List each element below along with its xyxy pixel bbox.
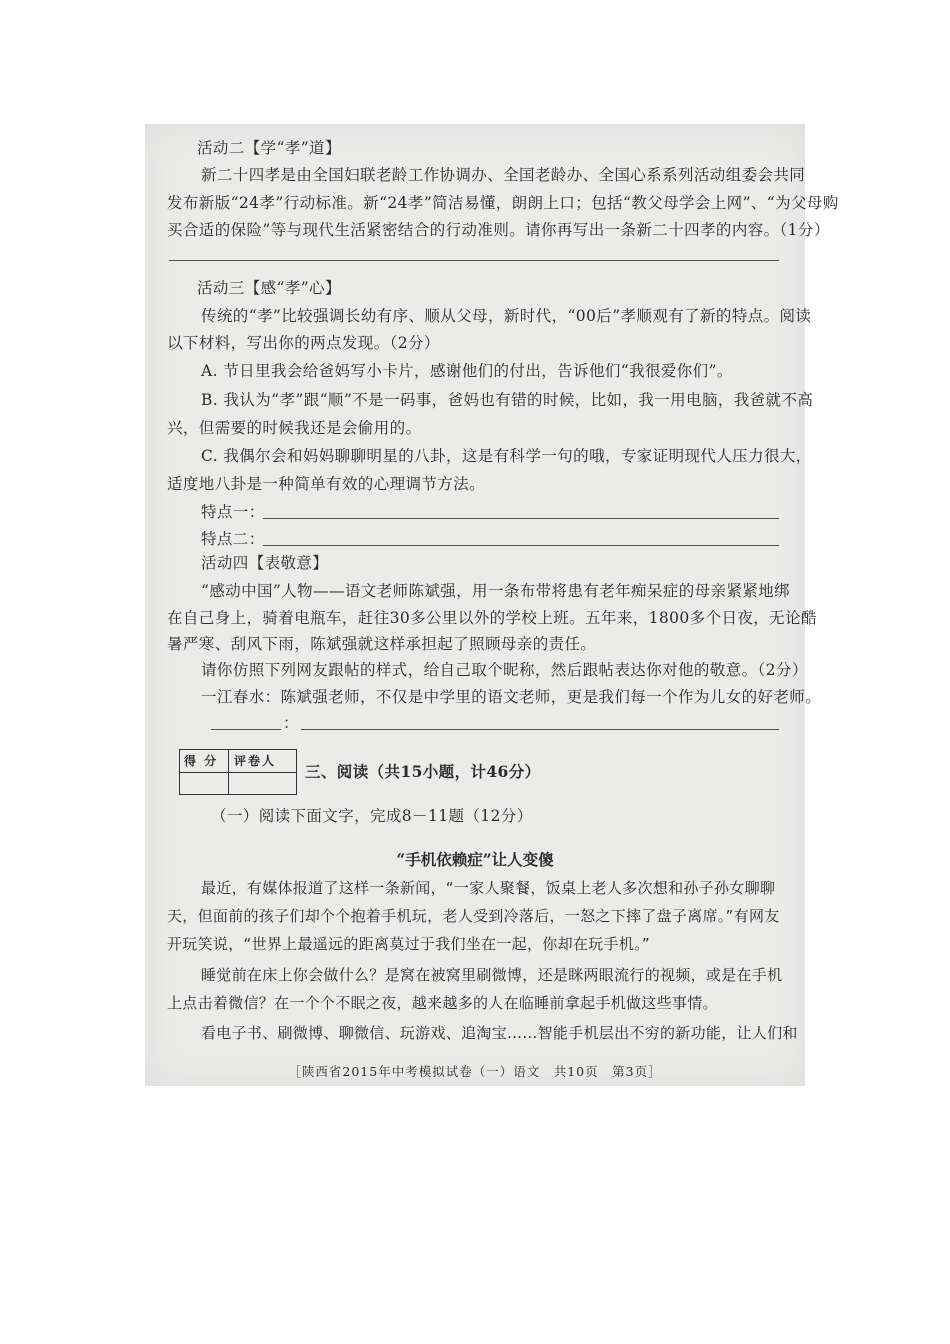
score-table — [179, 749, 297, 795]
grader-label: 评卷人 — [234, 754, 277, 768]
activity2-line-2: 发布新版“24孝”行动标准。新“24孝”简洁易懂，朗朗上口；包括“教父母学会上网”、“为父母购 — [167, 194, 839, 212]
answer-colon: ： — [283, 714, 299, 732]
answer-line-feature1[interactable] — [263, 518, 779, 519]
activity3-intro-1: 传统的“孝”比较强调长幼有序、顺从父母，新时代，“00后”孝顺观有了新的特点。阅读 — [201, 307, 812, 325]
activity3-item-c-2: 适度地八卦是一种简单有效的心理调节方法。 — [167, 475, 486, 493]
activity4-line-3: 暑严寒、刮风下雨，陈斌强就这样承担起了照顾母亲的责任。 — [167, 635, 597, 653]
activity4-example: 一江春水：陈斌强老师，不仅是中学里的语文老师，更是我们每一个作为儿女的好老师。 — [201, 688, 822, 706]
article-line-3: 开玩笑说，“世界上最遥远的距离莫过于我们坐在一起，你却在玩手机。” — [167, 935, 650, 953]
section3-subheading: （一）阅读下面文字，完成8－11题（12分） — [211, 807, 533, 825]
feature1-label: 特点一： — [201, 503, 265, 521]
score-label: 得 分 — [184, 754, 219, 768]
score-table-divider — [228, 750, 229, 794]
activity4-line-1: “感动中国”人物——语文老师陈斌强，用一条布带将患有老年痴呆症的母亲紧紧地绑 — [201, 582, 791, 600]
answer-line-feature2[interactable] — [263, 545, 779, 546]
section3-heading: 三、阅读（共15小题，计46分） — [305, 762, 541, 781]
article-line-5: 上点击着微信？在一个个不眠之夜，越来越多的人在临睡前拿起手机做这些事情。 — [167, 994, 718, 1012]
feature2-label: 特点二： — [201, 530, 265, 548]
activity2-heading: 活动二【学“孝”道】 — [197, 139, 341, 157]
nickname-blank[interactable] — [211, 729, 281, 730]
activity3-item-b-1: B. 我认为“孝”跟“顺”不是一码事，爸妈也有错的时候，比如，我一用电脑，我爸就不高 — [201, 391, 814, 409]
article-line-1: 最近，有媒体报道了这样一条新闻，“一家人聚餐，饭桌上老人多次想和孙子孙女聊聊 — [201, 879, 776, 897]
activity4-heading: 活动四【表敬意】 — [201, 554, 329, 572]
activity3-item-a: A. 节日里我会给爸妈写小卡片，感谢他们的付出，告诉他们“我很爱你们”。 — [201, 362, 733, 380]
article-line-4: 睡觉前在床上你会做什么？是窝在被窝里刷微博，还是眯两眼流行的视频，或是在手机 — [201, 966, 783, 984]
activity3-heading: 活动三【感“孝”心】 — [197, 279, 341, 297]
article-line-6: 看电子书、刷微博、聊微信、玩游戏、追淘宝……智能手机层出不穷的新功能，让人们和 — [201, 1024, 798, 1042]
activity4-line-2: 在自己身上，骑着电瓶车，赶往30多公里以外的学校上班。五年来，1800多个日夜，无论酷 — [167, 609, 817, 627]
activity2-line-1: 新二十四孝是由全国妇联老龄工作协调办、全国老龄办、全国心系系列活动组委会共同 — [201, 166, 806, 184]
exam-page — [145, 124, 839, 1086]
page-footer: ［陕西省2015年中考模拟试卷（一）语文 共10页 第3页］ — [288, 1064, 662, 1079]
activity4-line-4: 请你仿照下列网友跟帖的样式，给自己取个昵称，然后跟帖表达你对他的敬意。（2分） — [201, 661, 808, 679]
activity3-item-c-1: C. 我偶尔会和妈妈聊聊明星的八卦，这是有科学一句的哦，专家证明现代人压力很大， — [201, 447, 812, 465]
answer-line-activity4[interactable] — [301, 729, 779, 730]
article-line-2: 天，但面前的孩子们却个个抱着手机玩，老人受到冷落后，一怒之下摔了盘子离席。”有网友 — [167, 907, 780, 925]
article-title: “手机依赖症”让人变傻 — [396, 850, 554, 869]
activity3-intro-2: 以下材料，写出你的两点发现。（2分） — [167, 334, 440, 352]
activity2-line-3: 买合适的保险”等与现代生活紧密结合的行动准则。请你再写出一条新二十四孝的内容。（1分） — [167, 221, 830, 239]
answer-line-activity2[interactable] — [169, 260, 779, 261]
activity3-item-b-2: 兴，但需要的时候我还是会偷用的。 — [167, 419, 422, 437]
